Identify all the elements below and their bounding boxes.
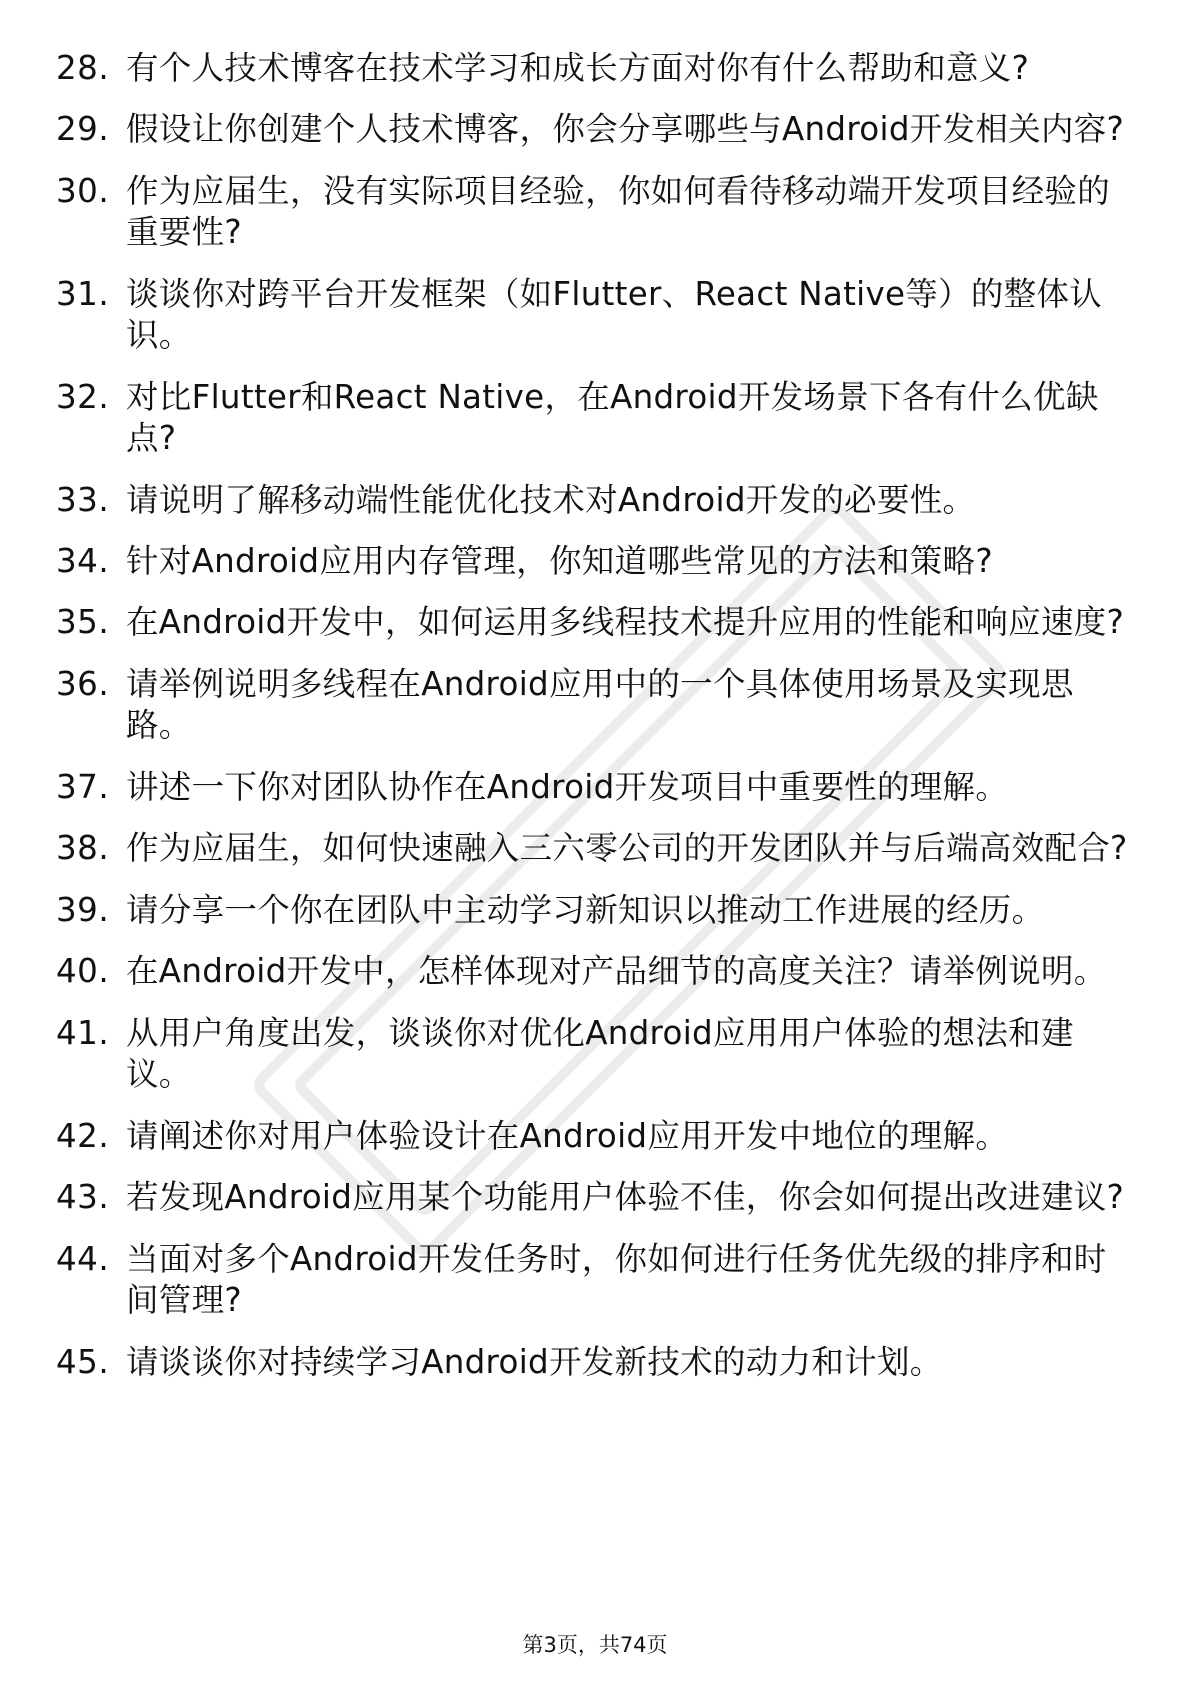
question-text: 请分享一个你在团队中主动学习新知识以推动工作进展的经历。: [126, 891, 1045, 929]
question-text: 讲述一下你对团队协作在Android开发项目中重要性的理解。: [126, 768, 1009, 806]
question-number: 35.: [56, 603, 110, 641]
question-text: 在Android开发中，怎样体现对产品细节的高度关注？请举例说明。: [126, 952, 1107, 990]
question-item: [0, 890, 1190, 931]
question-list: [0, 48, 1190, 1403]
question-item: [0, 664, 1190, 746]
question-text: 针对Android应用内存管理，你知道哪些常见的方法和策略?: [126, 542, 993, 580]
question-number: 28.: [56, 49, 110, 87]
question-item: [0, 274, 1190, 356]
question-number: 33.: [56, 481, 110, 519]
question-number: 40.: [56, 952, 110, 990]
question-item: [0, 1116, 1190, 1157]
question-text: 请谈谈你对持续学习Android开发新技术的动力和计划。: [126, 1343, 943, 1381]
question-text: 当面对多个Android开发任务时，你如何进行任务优先级的排序和时间管理?: [126, 1240, 1107, 1319]
question-text: 作为应届生，如何快速融入三六零公司的开发团队并与后端高效配合?: [126, 829, 1128, 867]
question-number: 29.: [56, 110, 110, 148]
question-item: [0, 171, 1190, 253]
question-number: 41.: [56, 1014, 110, 1052]
question-number: 42.: [56, 1117, 110, 1155]
question-text: 假设让你创建个人技术博客，你会分享哪些与Android开发相关内容?: [126, 110, 1125, 148]
question-number: 38.: [56, 829, 110, 867]
question-number: 39.: [56, 891, 110, 929]
question-number: 44.: [56, 1240, 110, 1278]
question-text: 对比Flutter和React Native，在Android开发场景下各有什么优缺点?: [126, 378, 1099, 457]
question-item: [0, 951, 1190, 992]
question-item: [0, 602, 1190, 643]
question-text: 从用户角度出发，谈谈你对优化Android应用用户体验的想法和建议。: [126, 1014, 1074, 1093]
question-text: 请举例说明多线程在Android应用中的一个具体使用场景及实现思路。: [126, 665, 1074, 744]
question-item: [0, 828, 1190, 869]
question-text: 作为应届生，没有实际项目经验，你如何看待移动端开发项目经验的重要性?: [126, 172, 1111, 251]
question-item: [0, 48, 1190, 89]
question-number: 36.: [56, 665, 110, 703]
question-number: 32.: [56, 378, 110, 416]
question-item: [0, 109, 1190, 150]
question-number: 30.: [56, 172, 110, 210]
question-item: [0, 541, 1190, 582]
question-text: 有个人技术博客在技术学习和成长方面对你有什么帮助和意义?: [126, 49, 1030, 87]
question-number: 37.: [56, 768, 110, 806]
question-number: 34.: [56, 542, 110, 580]
question-item: [0, 1177, 1190, 1218]
question-number: 43.: [56, 1178, 110, 1216]
question-number: 31.: [56, 275, 110, 313]
page-footer: 第3页，共74页: [522, 1633, 668, 1657]
question-item: [0, 377, 1190, 459]
question-text: 请阐述你对用户体验设计在Android应用开发中地位的理解。: [126, 1117, 1009, 1155]
question-text: 若发现Android应用某个功能用户体验不佳，你会如何提出改进建议?: [126, 1178, 1125, 1216]
question-number: 45.: [56, 1343, 110, 1381]
question-text: 谈谈你对跨平台开发框架（如Flutter、React Native等）的整体认识。: [126, 275, 1103, 354]
question-item: [0, 1342, 1190, 1383]
question-item: [0, 1013, 1190, 1095]
question-item: [0, 1239, 1190, 1321]
question-text: 在Android开发中，如何运用多线程技术提升应用的性能和响应速度?: [126, 603, 1125, 641]
question-text: 请说明了解移动端性能优化技术对Android开发的必要性。: [126, 481, 976, 519]
question-item: [0, 767, 1190, 808]
question-item: [0, 480, 1190, 521]
